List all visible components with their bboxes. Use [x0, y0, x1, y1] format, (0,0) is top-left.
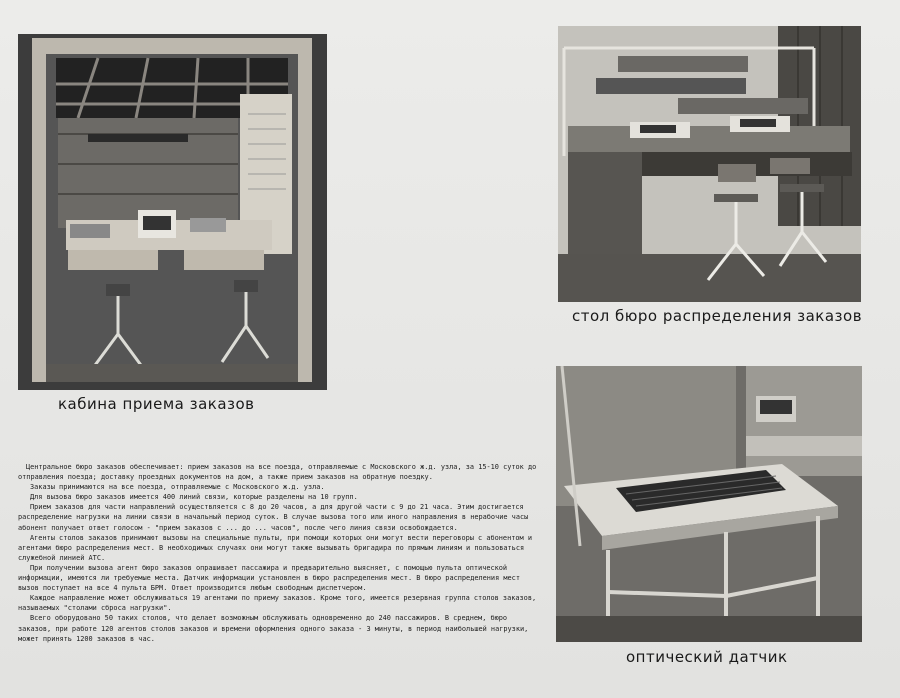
- photo-optical-sensor: [556, 366, 862, 642]
- caption-order-booth: кабина приема заказов: [58, 395, 255, 413]
- paragraph-agents: Агенты столов заказов принимают вызовы на специальные пульты, при помощи которых они могут вести переговоры с абонентом и агентами бюро распределения мест. В необходимых случаях они могут также вызывать бригадира по прямым линиям и пользоваться служебной линией АТС.: [18, 533, 532, 562]
- paragraph-hours: Прием заказов для части направлений осуществляется с 8 до 20 часов, а для другой части с 9 до 21 часа. Этим достигается распределение нагрузки на линии связи в начальный период суток. В случае вызова того или иного направления в нерабочие часы абонент получает ответ голосом - "прием заказов с ... до ... часов", после чего линия связи освобождается.: [18, 503, 529, 532]
- body-text: [18, 462, 538, 644]
- paragraph-procedure: При получении вызова агент бюро заказов опрашивает пассажира и предварительно выясняет, с помощью пульта оптической информации, имеются ли требуемые места. Датчик информации установлен в бюро распределения мест. В бюро распределения мест вызов поступает на все 4 пульта БРМ. Ответ производится любым свободным диспетчером.: [18, 563, 520, 593]
- paragraph-directions: Каждое направление может обслуживаться 19 агентами по приему заказов. Кроме того, имеется резервная группа столов заказов, называемых "столами сброса нагрузки".: [18, 594, 537, 613]
- caption-optical-sensor: оптический датчик: [626, 648, 788, 666]
- paragraph-orders: Заказы принимаются на все поезда, отправляемые с Московского ж.д. узла.: [30, 483, 325, 492]
- paragraph-lines: Для вызова бюро заказов имеется 400 линий связи, которые разделены на 10 групп.: [30, 493, 358, 502]
- photo-distribution-desk: [558, 26, 861, 302]
- caption-distribution-desk: стол бюро распределения заказов: [572, 307, 863, 325]
- paragraph-intro: Центральное бюро заказов обеспечивает: прием заказов на все поезда, отправляемые с Московского ж.д. узла, за 15-10 суток до отправления поезда; доставку проездных документов на дом, а также прием заказов на обратную поездку.: [18, 463, 537, 482]
- photo-order-booth: [18, 34, 327, 390]
- paragraph-capacity: Всего оборудовано 50 таких столов, что делает возможным обслуживать одновременно до 240 пассажиров. В среднем, бюро заказов, при работе 120 агентов столов заказов и времени оформления одного заказа - 3 минуты, в период наибольшей нагрузки, может принять 1200 заказов в час.: [18, 614, 529, 643]
